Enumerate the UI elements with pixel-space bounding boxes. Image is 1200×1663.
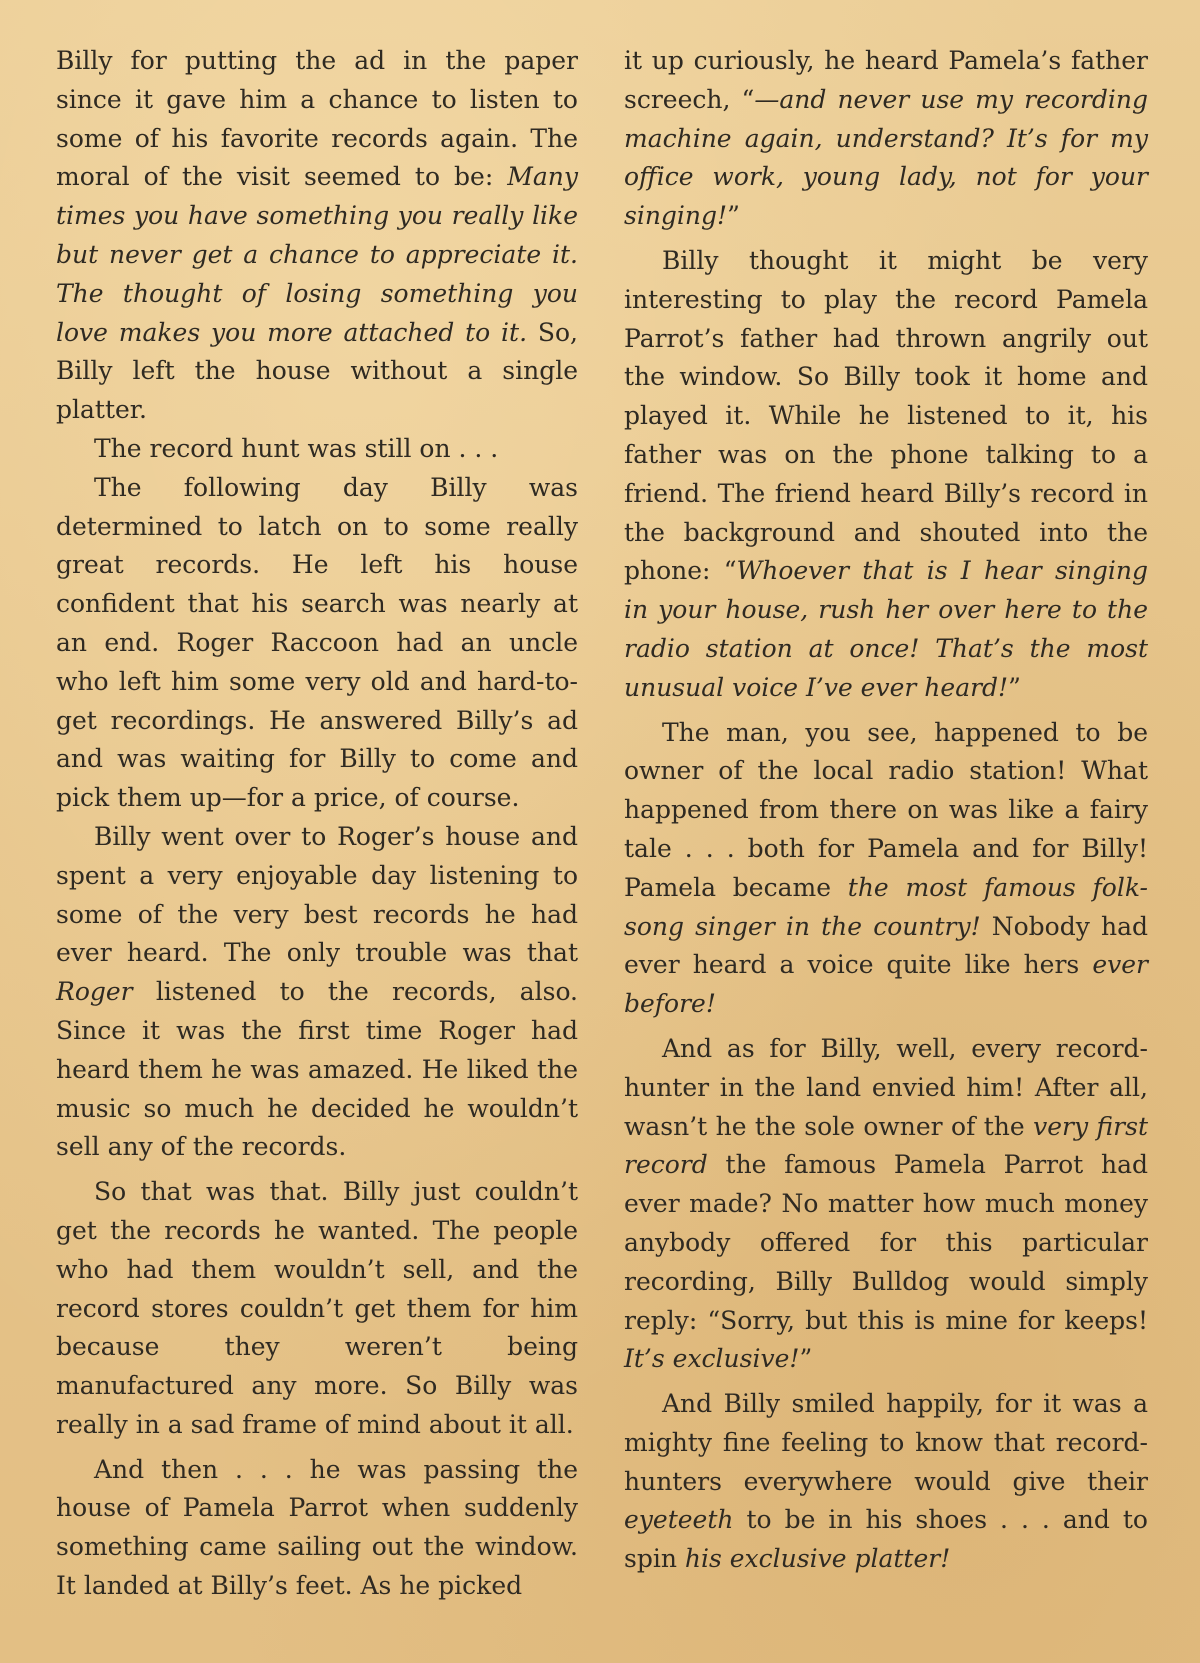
italic-phrase: the most famous folk-song singer in the country! [624, 872, 1149, 941]
text-run: to be in his shoes . . . and to spin [624, 1505, 1148, 1574]
italic-quote: Whoever that is I hear singing in your house, rush her over here to the radio station at once! That’s the most unusual voice I’ve ever heard! [624, 556, 1148, 702]
left-column [56, 42, 578, 1606]
italic-moral: Many times you have something you really like but never get a chance to appreciate it. The thought of losing something you love makes you more attached to it. [56, 162, 578, 347]
text-run: So, Billy left the house without a single platter. [56, 317, 578, 425]
text-run: ” [1008, 672, 1021, 702]
paragraph-2: The record hunt was still on . . . [94, 433, 499, 463]
paragraph-5: So that was that. Billy just couldn’t get the records he wanted. The people who had them wouldn’t sell, and the record stores couldn’t get them for him because they weren’t being manufactured any more. So Billy was really in a sad frame of mind about it all. [56, 1177, 578, 1439]
paragraph-6: And then . . . he was passing the house of Pamela Parrot when suddenly something came sailing out the window. It landed at Billy’s feet. As he picked [56, 1454, 578, 1601]
paragraph-2 [624, 242, 1148, 708]
paragraph-5 [624, 1385, 1148, 1579]
paragraph-3: The following day Billy was determined to latch on to some really great records. He left his house confident that his search was nearly at an end. Roger Raccoon had an uncle who left him some very old and hard-to-get recordings. He answered Billy’s ad and was waiting for Billy to come and pick them up—for a price, of course. [56, 472, 578, 813]
italic-phrase: It’s exclusive! [624, 1344, 800, 1374]
paragraph-1 [624, 42, 1148, 236]
paragraph-4 [624, 1030, 1148, 1379]
paragraph-1 [56, 42, 578, 430]
italic-name: Roger [56, 977, 133, 1007]
right-column [624, 42, 1148, 1579]
paragraph-4 [56, 818, 578, 1167]
paragraph-3 [624, 714, 1148, 1024]
text-run: listened to the records, also. Since it was the first time Roger had heard them he was amazed. He liked the music so much he decided he wouldn’t sell any of the records. [56, 977, 578, 1162]
italic-phrase: his exclusive platter! [684, 1544, 951, 1574]
italic-quote: —and never use my recording machine again, understand? It’s for my office work, young lady, not for your singing! [624, 84, 1148, 231]
italic-phrase: very first record [624, 1111, 1148, 1180]
text-run: Billy for putting the ad in the paper since it gave him a chance to listen to some of his favorite records again. The moral of the visit seemed to be: [56, 46, 578, 192]
text-run: the famous Pamela Parrot had ever made? No matter how much money anybody offered for this particular recording, Billy Bulldog would simply reply: “Sorry, but this is mine for keeps! [624, 1150, 1148, 1335]
text-run: And Billy smiled happily, for it was a mighty fine feeling to know that record-hunters everywhere would give their [624, 1389, 1148, 1496]
text-run: The man, you see, happened to be owner of the local radio station! What happened from there on was like a fairy tale . . . both for Pamela and for Billy! Pamela became [624, 717, 1148, 902]
italic-phrase: ever before! [624, 950, 1148, 1019]
text-run: ” [799, 1344, 813, 1374]
text-run: it up curiously, he heard Pamela’s father screech, “ [624, 46, 1148, 114]
text-run: ” [727, 201, 740, 231]
text-run: Billy went over to Roger’s house and spent a very enjoyable day listening to some of the very best records he had ever heard. The only trouble was that [56, 821, 578, 968]
italic-phrase: eyeteeth [624, 1505, 734, 1535]
text-run: Billy thought it might be very interesting to play the record Pamela Parrot’s father had thrown angrily out the window. So Billy took it home and played it. While he listened to it, his father was on the phone talking to a friend. The friend heard Billy’s record in the background and shouted into the phone: “ [624, 245, 1148, 586]
text-run: Nobody had ever heard a voice quite like hers [624, 911, 1148, 980]
text-run: And as for Billy, well, every record-hunter in the land envied him! After all, wasn’t he the sole owner of the [624, 1033, 1148, 1141]
